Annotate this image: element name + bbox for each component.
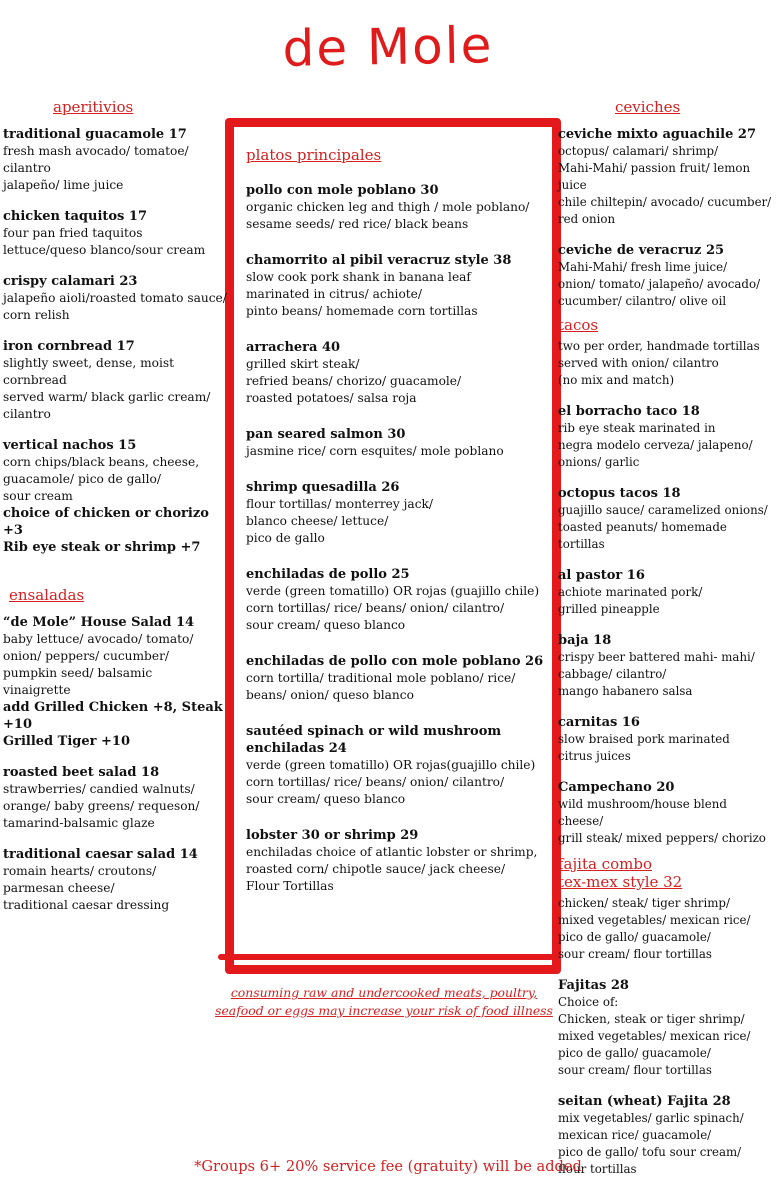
item-name: chamorrito al pibil veracruz style 38 — [246, 253, 512, 268]
menu-item — [246, 479, 546, 547]
menu-item — [558, 567, 774, 618]
frame-brush-stroke — [218, 954, 554, 960]
menu-item — [558, 126, 774, 228]
item-description: corn chips/black beans, cheese, guacamole/ pico de gallo/ sour cream — [3, 455, 200, 503]
item-description: guajillo sauce/ caramelized onions/ toasted peanuts/ homemade tortillas — [558, 503, 768, 551]
section-title-platos: platos principales — [246, 146, 382, 164]
restaurant-title: de Mole — [282, 16, 494, 78]
section-title-ceviches: ceviches — [615, 98, 681, 116]
ensaladas-list — [3, 614, 233, 914]
item-name: ceviche mixto aguachile 27 — [558, 127, 757, 142]
tacos-intro: two per order, handmade tortillas served with onion/ cilantro (no mix and match) — [558, 339, 760, 387]
item-description: achiote marinated pork/ grilled pineapple — [558, 585, 703, 616]
item-name: baja 18 — [558, 633, 612, 648]
menu-item — [558, 403, 774, 471]
section-title-ensaladas: ensaladas — [9, 586, 85, 604]
item-description: fresh mash avocado/ tomatoe/ cilantro jalapeño/ lime juice — [3, 144, 189, 192]
item-name: chicken taquitos 17 — [3, 209, 147, 224]
service-fee-note: *Groups 6+ 20% service fee (gratuity) will be added — [194, 1158, 582, 1175]
section-title-fajita-combo: fajita combo — [558, 855, 652, 873]
item-description: wild mushroom/house blend cheese/ grill steak/ mixed peppers/ chorizo — [558, 797, 766, 845]
item-name: “de Mole” House Salad 14 — [3, 615, 195, 630]
item-description: verde (green tomatillo) OR rojas(guajillo chile) corn tortillas/ rice/ beans/ onion/ cilantro/ sour cream/ queso blanco — [246, 758, 536, 806]
menu-item — [246, 653, 546, 704]
item-description: strawberries/ candied walnuts/ orange/ baby greens/ requeson/ tamarind-balsamic glaze — [3, 782, 200, 830]
item-name: octopus tacos 18 — [558, 486, 681, 501]
menu-item — [558, 632, 774, 700]
item-name: iron cornbread 17 — [3, 339, 135, 354]
item-name: ceviche de veracruz 25 — [558, 243, 725, 258]
item-name: shrimp quesadilla 26 — [246, 480, 400, 495]
item-name: al pastor 16 — [558, 568, 645, 583]
food-safety-warning: consuming raw and undercooked meats, poultry, seafood or eggs may increase your risk of food illness — [215, 985, 553, 1018]
item-description: baby lettuce/ avocado/ tomato/ onion/ peppers/ cucumber/ pumpkin seed/ balsamic vinaigrette — [3, 632, 194, 697]
menu-item — [3, 126, 233, 194]
menu-item — [558, 714, 774, 765]
item-name: pollo con mole poblano 30 — [246, 183, 439, 198]
item-name: carnitas 16 — [558, 715, 640, 730]
item-description: four pan fried taquitos lettuce/queso blanco/sour cream — [3, 226, 206, 257]
section-title-tacos: tacos — [558, 316, 599, 334]
item-name: traditional caesar salad 14 — [3, 847, 198, 862]
menu-item — [558, 242, 774, 310]
menu-item — [3, 764, 233, 832]
menu-item — [246, 182, 546, 233]
aperitivos-list — [3, 126, 233, 556]
section-title-aperitivos: aperitivios — [53, 98, 134, 116]
item-name: crispy calamari 23 — [3, 274, 138, 289]
item-description: Choice of: Chicken, steak or tiger shrimp/ mixed vegetables/ mexican rice/ pico de gallo/ guacamole/ sour cream/ flour tortillas — [558, 995, 751, 1077]
menu-item — [246, 426, 546, 460]
item-description: verde (green tomatillo) OR rojas (guajillo chile) corn tortillas/ rice/ beans/ onion/ cilantro/ sour cream/ queso blanco — [246, 584, 540, 632]
item-name: el borracho taco 18 — [558, 404, 700, 419]
item-description: jasmine rice/ corn esquites/ mole poblano — [246, 444, 504, 458]
item-name: Campechano 20 — [558, 780, 675, 795]
item-description: rib eye steak marinated in negra modelo cerveza/ jalapeno/ onions/ garlic — [558, 421, 753, 469]
item-addons: add Grilled Chicken +8, Steak +10 Grilled Tiger +10 — [3, 700, 223, 749]
menu-item — [558, 485, 774, 553]
fajita-combo-description: chicken/ steak/ tiger shrimp/ mixed vegetables/ mexican rice/ pico de gallo/ guacamole/ sour cream/ flour tortillas — [558, 896, 751, 961]
item-name: seitan (wheat) Fajita 28 — [558, 1094, 731, 1109]
item-name: pan seared salmon 30 — [246, 427, 406, 442]
menu-item — [246, 827, 546, 895]
section-subtitle-tex-mex: tex-mex style 32 — [558, 873, 683, 891]
menu-item — [246, 339, 546, 407]
item-name: Fajitas 28 — [558, 978, 629, 993]
item-description: slightly sweet, dense, moist cornbread served warm/ black garlic cream/ cilantro — [3, 356, 211, 421]
center-column — [246, 146, 546, 914]
item-description: organic chicken leg and thigh / mole poblano/ sesame seeds/ red rice/ black beans — [246, 200, 530, 231]
item-description: Mahi-Mahi/ fresh lime juice/ onion/ tomato/ jalapeño/ avocado/ cucumber/ cilantro/ olive oil — [558, 260, 761, 308]
menu-item — [3, 338, 233, 423]
left-column — [3, 98, 233, 928]
item-name: enchiladas de pollo con mole poblano 26 — [246, 654, 544, 669]
item-description: crispy beer battered mahi- mahi/ cabbage/ cilantro/ mango habanero salsa — [558, 650, 755, 698]
item-name: vertical nachos 15 — [3, 438, 137, 453]
item-description: jalapeño aioli/roasted tomato sauce/ corn relish — [3, 291, 227, 322]
item-name: sautéed spinach or wild mushroom enchiladas 24 — [246, 724, 502, 756]
menu-item — [246, 723, 546, 808]
item-name: traditional guacamole 17 — [3, 127, 187, 142]
menu-item — [246, 566, 546, 634]
menu-item — [3, 273, 233, 324]
menu-item — [246, 252, 546, 320]
item-name: lobster 30 or shrimp 29 — [246, 828, 419, 843]
right-column — [558, 98, 774, 1192]
menu-item — [3, 208, 233, 259]
menu-item — [558, 977, 774, 1079]
item-description: romain hearts/ croutons/ parmesan cheese/ traditional caesar dressing — [3, 864, 170, 912]
item-description: corn tortilla/ traditional mole poblano/ rice/ beans/ onion/ queso blanco — [246, 671, 516, 702]
item-addons: choice of chicken or chorizo +3 Rib eye steak or shrimp +7 — [3, 506, 209, 555]
item-name: roasted beet salad 18 — [3, 765, 160, 780]
menu-item — [3, 437, 233, 556]
item-description: enchiladas choice of atlantic lobster or shrimp, roasted corn/ chipotle sauce/ jack cheese/ Flour Tortillas — [246, 845, 538, 893]
item-description: grilled skirt steak/ refried beans/ chorizo/ guacamole/ roasted potatoes/ salsa roja — [246, 357, 462, 405]
item-description: mix vegetables/ garlic spinach/ mexican rice/ guacamole/ pico de gallo/ tofu sour cream/ flour tortillas — [558, 1111, 744, 1176]
menu-item — [3, 846, 233, 914]
item-name: arrachera 40 — [246, 340, 341, 355]
menu-item — [3, 614, 233, 750]
item-name: enchiladas de pollo 25 — [246, 567, 410, 582]
item-description: flour tortillas/ monterrey jack/ blanco cheese/ lettuce/ pico de gallo — [246, 497, 434, 545]
item-description: slow cook pork shank in banana leaf marinated in citrus/ achiote/ pinto beans/ homemade corn tortillas — [246, 270, 478, 318]
menu-item — [558, 779, 774, 847]
item-description: octopus/ calamari/ shrimp/ Mahi-Mahi/ passion fruit/ lemon juice chile chiltepin/ avocado/ cucumber/ red onion — [558, 144, 772, 226]
item-description: slow braised pork marinated citrus juices — [558, 732, 730, 763]
